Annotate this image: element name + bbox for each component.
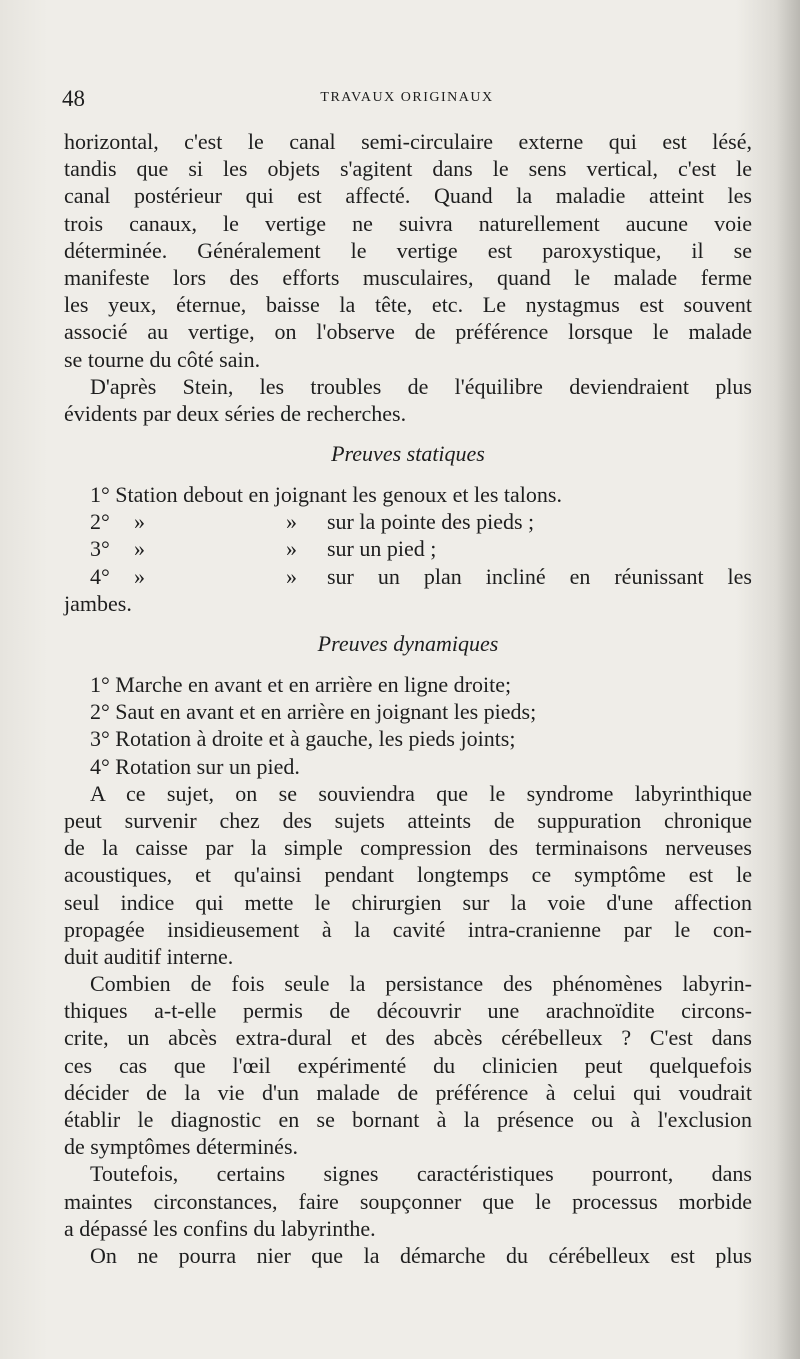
dynamic-tests-list xyxy=(64,671,752,780)
paragraph-4 xyxy=(64,970,752,1160)
text-line: a dépassé les confins du labyrinthe. xyxy=(64,1215,376,1241)
page-body xyxy=(64,128,752,1269)
static-tests-list xyxy=(64,481,752,617)
ditto-mark: » xyxy=(286,563,297,589)
text-line: A ce sujet, on se souviendra que le syndrome labyrinthique xyxy=(90,780,752,806)
list-item xyxy=(64,563,752,590)
text-line: les yeux, éternue, baisse la tête, etc. Le nystagmus est souvent xyxy=(64,292,752,318)
section-heading-dynamic: Preuves dynamiques xyxy=(317,631,499,656)
text-line: se tourne du côté sain. xyxy=(64,346,261,372)
paragraph-2 xyxy=(64,373,752,427)
text-line: canal postérieur qui est affecté. Quand la maladie atteint les xyxy=(64,183,752,209)
list-item xyxy=(64,535,752,562)
ditto-mark: » xyxy=(134,563,145,589)
ditto-mark: » xyxy=(134,509,145,535)
paragraph-3 xyxy=(64,780,752,970)
text-line: maintes circonstances, faire soupçonner que le processus morbide xyxy=(64,1188,752,1214)
text-line: Combien de fois seule la persistance des phénomènes labyrin- xyxy=(90,971,752,997)
text-line: déterminée. Généralement le vertige est paroxystique, il se xyxy=(64,237,752,263)
paragraph-6 xyxy=(64,1242,752,1269)
text-line: thiques a-t-elle permis de découvrir une arachnoïdite circons- xyxy=(64,998,752,1024)
running-head: TRAVAUX ORIGINAUX xyxy=(320,90,494,105)
ditto-mark: » xyxy=(286,509,297,535)
list-item: 2° Saut en avant et en arrière en joignant les pieds; xyxy=(90,699,537,725)
page-number: 48 xyxy=(62,86,85,111)
section-heading-static: Preuves statiques xyxy=(331,441,485,467)
list-item: 1° Station debout en joignant les genoux et les talons. xyxy=(90,482,562,508)
page-header xyxy=(62,86,752,116)
text-line: établir le diagnostic en se bornant à la présence ou à l'exclusion xyxy=(64,1107,752,1132)
list-item: 3° Rotation à droite et à gauche, les pieds joints; xyxy=(90,726,516,752)
text-line: horizontal, c'est le canal semi-circulaire externe qui est lésé, xyxy=(64,129,752,154)
text-line: peut survenir chez des sujets atteints de suppuration chronique xyxy=(64,807,752,833)
list-item: 4° Rotation sur un pied. xyxy=(90,753,300,779)
ditto-mark: » xyxy=(134,536,145,562)
item-number: 2° xyxy=(90,509,110,535)
item-text: sur la pointe des pieds ; xyxy=(327,509,535,535)
text-line: Toutefois, certains signes caractéristiques pourront, dans xyxy=(90,1161,752,1187)
text-line: jambes. xyxy=(64,590,132,616)
text-line: propagée insidieusement à la cavité intra-cranienne par le con- xyxy=(64,916,752,942)
text-line: ces cas que l'œil expérimenté du clinicien peut quelquefois xyxy=(64,1052,752,1078)
text-line: On ne pourra nier que la démarche du cérébelleux est plus xyxy=(90,1242,752,1268)
text-line: crite, un abcès extra-dural et des abcès cérébelleux ? C'est dans xyxy=(64,1025,752,1051)
item-number: 3° xyxy=(90,536,110,562)
text-line: associé au vertige, on l'observe de préférence lorsque le malade xyxy=(64,319,752,345)
text-line: seul indice qui mette le chirurgien sur la voie d'une affection xyxy=(64,889,752,915)
text-line: de la caisse par la simple compression des terminaisons nerveuses xyxy=(64,835,752,861)
text-line: duit auditif interne. xyxy=(64,943,234,969)
ditto-mark: » xyxy=(286,536,297,562)
paragraph-5 xyxy=(64,1160,752,1242)
text-line: manifeste lors des efforts musculaires, quand le malade ferme xyxy=(64,264,752,290)
text-line: évidents par deux séries de recherches. xyxy=(64,400,407,426)
text-line: acoustiques, et qu'ainsi pendant longtemps ce symptôme est le xyxy=(64,862,752,888)
text-line: D'après Stein, les troubles de l'équilibre deviendraient plus xyxy=(90,373,752,399)
text-line: tandis que si les objets s'agitent dans le sens vertical, c'est le xyxy=(64,156,752,182)
list-item: 1° Marche en avant et en arrière en ligne droite; xyxy=(90,672,512,697)
item-text: sur un pied ; xyxy=(327,536,437,562)
text-line: de symptômes déterminés. xyxy=(64,1134,299,1160)
item-text: sur un plan incliné en réunissant les xyxy=(327,563,752,589)
item-number: 4° xyxy=(90,563,110,589)
text-line: décider de la vie d'un malade de préférence à celui qui voudrait xyxy=(64,1079,752,1105)
text-line: trois canaux, le vertige ne suivra naturellement aucune voie xyxy=(64,210,752,236)
list-item xyxy=(64,508,752,535)
paragraph-1 xyxy=(64,128,752,373)
